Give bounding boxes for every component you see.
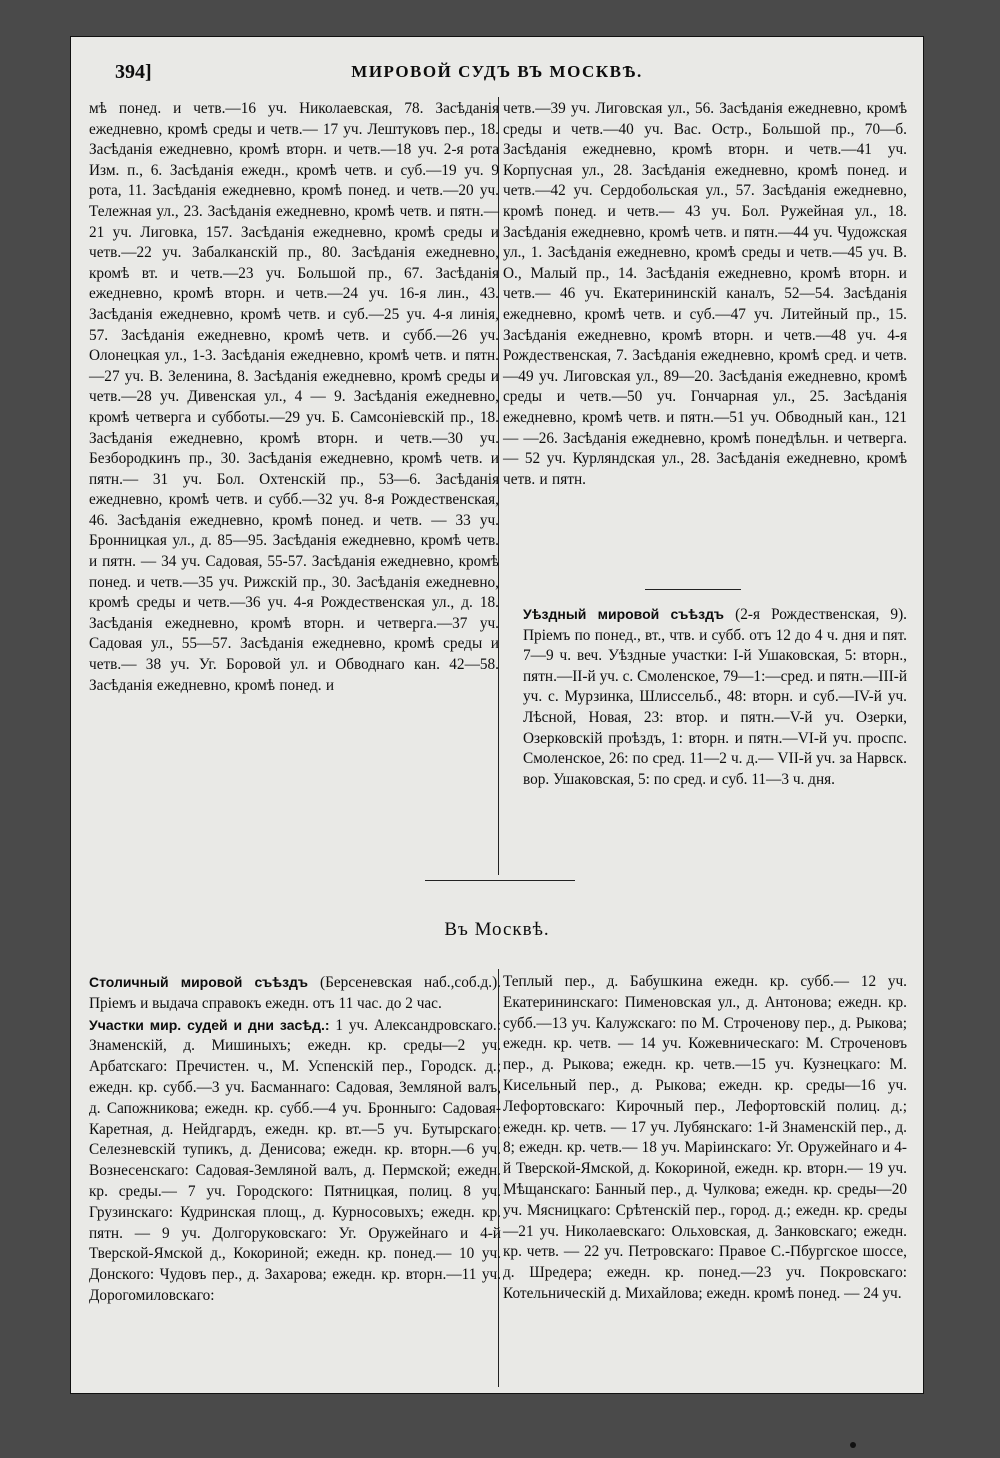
uezd-paragraph bbox=[523, 604, 907, 790]
uezd-lead: Уѣздный мировой съѣздъ bbox=[523, 606, 724, 622]
running-head bbox=[71, 53, 923, 83]
ink-spot bbox=[850, 1442, 856, 1448]
moscow-right-text: Теплый пер., д. Бабушкина ежедн. кр. субб.— 12 уч. Екатерининскаго: Пименовская ул., д. Антонова; ежедн. кр. субб.—13 уч. Калужскаго: по М. Строченову пер., д. Рыкова; ежедн. кр. четв. — 14 уч. Кожевническаго: М. Строченовъ пер., д. Рыкова; ежедн. кр. четв.—15 уч. Кузнецкаго: М. Кисельный пер., д. Рыкова; ежедн. кр. среды—16 уч. Лефортовскаго: Кирочный пер., Лефортовскій полиц. д.; ежедн. кр. четв. — 17 уч. Лубянскаго: 1-й Знаменскій пер., д. 8; ежедн. кр. четв.— 18 уч. Маріинскаго: Уг. Оружейнаго и 4-й Тверской-Ямской, д. Кокориной, ежедн. кр. вторн.— 19 уч. Мѣщанскаго: Банный пер., д. Чулкова; ежедн. кр. среды—20 уч. Мясницкаго: Срѣтенскій пер., город. д.; ежедн. кр. среды—21 уч. Николаевскаго: Ольховская, д. Занковскаго; ежедн. кр. четв. — 22 уч. Петровскаго: Правое С.-Пбургское шоссе, д. Шредера; ежедн. кр. понед.—23 уч. Покровскаго: Котельническій д. Михайлова; ежедн. кромѣ понед. — 24 уч. bbox=[503, 973, 907, 1302]
moscow-lead: Столичный мировой съѣздъ bbox=[89, 974, 308, 990]
right-column bbox=[503, 99, 907, 490]
moscow-right-column bbox=[503, 972, 907, 1305]
moscow-left-text: 1 уч. Александровскаго.: Знаменскій, д. Мишиныхъ; ежедн. кр. среды—2 уч. Арбатскаго: Пречистен. ч., М. Успенскій пер., Городск. д.; ежедн. кр. субб.—3 уч. Басманнаго: Садовая, Земляной валъ, д. Сапожникова; ежедн. кр. субб.—4 уч. Бронныго: Садовая-Каретная, д. Нейдгардъ, ежедн. кр. вт.—5 уч. Бутырскаго: Селезневскій тупикъ, д. Денисова; ежедн. кр. вторн.—6 уч. Вознесенскаго: Садовая-Земляной валъ, д. Пермской; ежедн. кр. среды.— 7 уч. Городского: Пятницкая, полиц. 8 уч. Грузинскаго: Кудринская площ., д. Курносовыхъ; ежедн. кр. пятн. — 9 уч. Долгоруковскаго: Уг. Оружейнаго и 4-й Тверской-Ямской д., Кокориной; ежедн. кр. понед.— 10 уч. Донского: Чудовъ пер., д. Захарова; ежедн. кр. вторн.—11 уч. Дорогомиловскаго: bbox=[89, 1016, 502, 1304]
section-heading: Въ Москвѣ. bbox=[444, 919, 550, 940]
uezd-text: (2-я Рождественская, 9). Пріемъ по понед., вт., чтв. и субб. отъ 12 до 4 ч. дня и пят. 7—9 ч. веч. Уѣздные участки: І-й Ушаковская, 5: вторн., пятн.—ІІ-й уч. с. Смоленское, 79—1:—сред. и пятн.—ІІІ-й уч. с. Мурзинка, Шлиссельб., 48: вторн. и суб.—ІV-й уч. Лѣсной, Новая, 23: втор. и пятн.—V-й уч. Озерки, Озерковскій проѣздъ, 1: вторн. и пятн.—VІ-й уч. проспс. Смоленское, 26: по сред. 11—2 ч. д.— VІІ-й уч. за Нарвск. вор. Ушаковская, 5: по сред. и суб. 11—3 ч. дня. bbox=[523, 606, 907, 788]
book-page bbox=[70, 36, 924, 1394]
right-column-text: четв.—39 уч. Лиговская ул., 56. Засѣданія ежедневно, кромѣ среды и четв.—40 уч. Вас. Остр., Большой пр., 70—б. Засѣданія ежедневно, кромѣ вторн. и четв.—41 уч. Корпусная ул., 28. Засѣданія ежедневно, кромѣ понед. и четв.—42 уч. Сердобольская ул., 57. Засѣданія ежедневно, кромѣ понед. и четв.— 43 уч. Бол. Ружейная ул., 18. Засѣданія ежедневно, кромѣ четв. и пятн.—44 уч. Чудожская ул., 1. Засѣданія ежедневно, кромѣ среды и четв.—45 уч. В. О., Малый пр., 14. Засѣданія ежедневно, кромѣ вторн. и четв.— 46 уч. Екатерининскій каналъ, 52—54. Засѣданія ежедневно, кромѣ четв. и суб.—47 уч. Литейный пр., 15. Засѣданія ежедневно, кромѣ вторн. и четв.—48 уч. 4-я Рождественская, 7. Засѣданія ежедневно, кромѣ сред. и четв.—49 уч. Лиговская ул., 89—20. Засѣданія ежедневно, кромѣ среды и четв.—50 уч. Гончарная ул., 25. Засѣданія ежедневно, кромѣ четв. и пятн.—51 уч. Обводный кан., 121— —26. Засѣданія ежедневно, кромѣ понедѣльн. и четверга. — 52 уч. Курляндская ул., 28. Засѣданія ежедневно, кромѣ четв. и пятн. bbox=[503, 100, 907, 488]
left-column bbox=[89, 99, 499, 696]
moscow-left-column bbox=[89, 972, 501, 1307]
moscow-sections-lead: Участки мир. судей и дни засѣд.: bbox=[89, 1016, 330, 1033]
section-rule bbox=[425, 880, 575, 881]
short-rule bbox=[645, 589, 741, 590]
page-number: 394] bbox=[115, 61, 152, 83]
page-title: МИРОВОЙ СУДЪ ВЪ МОСКВѢ. bbox=[351, 62, 643, 81]
left-column-text: мѣ понед. и четв.—16 уч. Николаевская, 78. Засѣданія ежедневно, кромѣ среды и четв.— 17 уч. Лештуковъ пер., 18. Засѣданія ежедневно, кромѣ вторн. и четв.—18 уч. 2-я рота Изм. п., 6. Засѣданія ежедн., кромѣ четв. и суб.—19 уч. 9 рота, 11. Засѣданія ежедневно, кромѣ понед. и четв.—20 уч. Тележная ул., 23. Засѣданія ежедневно, кромѣ четв. и пятн.—21 уч. Лиговка, 157. Засѣданія ежедневно, кромѣ среды и четв.—22 уч. Забалканскій пр., 80. Засѣданія ежедневно, кромѣ вт. и четв.—23 уч. Большой пр., 67. Засѣданія ежедневно, кромѣ вторн. и четв.—24 уч. 16-я лин., 43. Засѣданія ежедневно, кромѣ четв. и суб.—25 уч. 4-я линія, 57. Засѣданія ежедневно, кромѣ четв. и субб.—26 уч. Олонецкая ул., 1-3. Засѣданія ежедневно, кромѣ четв. и пятн.—27 уч. В. Зеленина, 8. Засѣданія ежедневно, кромѣ среды и четв.—28 уч. Дивенская ул., 4 — 9. Засѣданія ежедневно, кромѣ четверга и субботы.—29 уч. Б. Самсоніевскій пр., 18. Засѣданія ежедневно, кромѣ вторн. и четв.—30 уч. Безбородкинъ пр., 30. Засѣданія ежедневно, кромѣ четв. и пятн.— 31 уч. Бол. Охтенскій пр., 53—6. Засѣданія ежедневно, кромѣ четв. и субб.—32 уч. 8-я Рождественская, 46. Засѣданія ежедневно, кромѣ понед. и четв. — 33 уч. Бронницкая ул., д. 85—95. Засѣданія ежедневно, кромѣ четв. и пятн. — 34 уч. Садовая, 55-57. Засѣданія ежедневно, кромѣ понед. и четв.—35 уч. Рижскій пр., 30. Засѣданія ежедневно, кромѣ среды и четв.—36 уч. 4-я Рождественская ул., д. 18. Засѣданія ежедневно, кромѣ вторн. и четверга.—37 уч. Садовая ул., 55—57. Засѣданія ежедневно, кромѣ среды и четв.— 38 уч. Уг. Боровой ул. и Обводнаго кан. 42—58. Засѣданія ежедневно, кромѣ понед. и bbox=[89, 100, 499, 694]
moscow-intro: (Берсеневская наб.,соб.д.). Пріемъ и выдача справокъ ежедн. отъ 11 час. до 2 час. bbox=[89, 974, 502, 1012]
